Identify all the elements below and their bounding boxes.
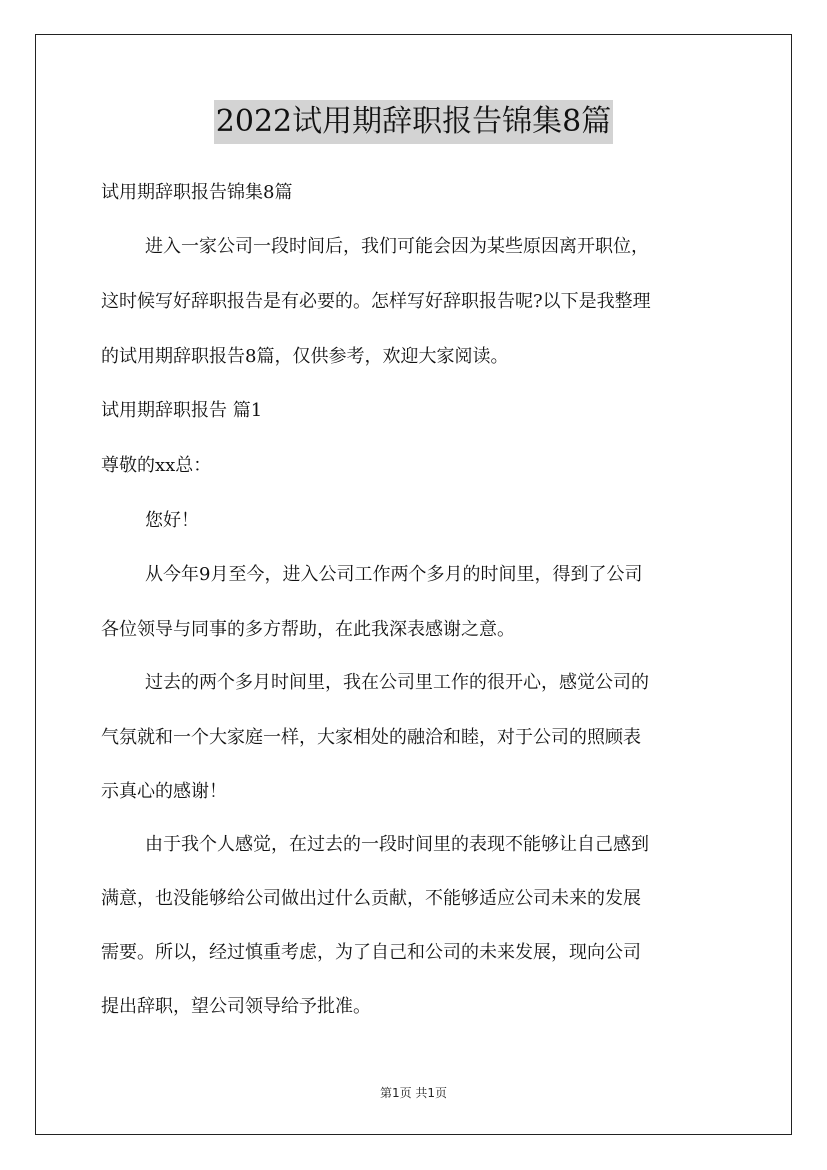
paragraph-line: 从今年9月至今，进入公司工作两个多月的时间里，得到了公司 xyxy=(145,564,643,585)
paragraph-line: 示真心的感谢！ xyxy=(101,781,227,802)
paragraph-line: 进入一家公司一段时间后，我们可能会因为某些原因离开职位， xyxy=(145,236,649,257)
greeting: 您好！ xyxy=(145,510,199,531)
paragraph-line: 各位领导与同事的多方帮助，在此我深表感谢之意。 xyxy=(101,619,515,640)
paragraph-line: 满意，也没能够给公司做出过什么贡献，不能够适应公司未来的发展 xyxy=(101,888,641,909)
paragraph-line: 气氛就和一个大家庭一样，大家相处的融洽和睦，对于公司的照顾表 xyxy=(101,727,641,748)
section-heading: 试用期辞职报告 篇1 xyxy=(101,400,263,421)
paragraph-line: 由于我个人感觉，在过去的一段时间里的表现不能够让自己感到 xyxy=(145,834,649,855)
title-container xyxy=(0,100,827,144)
subtitle-line: 试用期辞职报告锦集8篇 xyxy=(101,182,293,203)
page-footer: 第1页 共1页 xyxy=(379,1086,448,1100)
salutation: 尊敬的xx总： xyxy=(101,455,212,476)
document-title: 2022试用期辞职报告锦集8篇 xyxy=(214,100,613,144)
paragraph-line: 的试用期辞职报告8篇，仅供参考，欢迎大家阅读。 xyxy=(101,346,509,367)
paragraph-line: 过去的两个多月时间里，我在公司里工作的很开心，感觉公司的 xyxy=(145,672,649,693)
paragraph-line: 这时候写好辞职报告是有必要的。怎样写好辞职报告呢?以下是我整理 xyxy=(101,291,651,312)
paragraph-line: 提出辞职，望公司领导给予批准。 xyxy=(101,996,371,1017)
paragraph-line: 需要。所以，经过慎重考虑，为了自己和公司的未来发展，现向公司 xyxy=(101,942,641,963)
